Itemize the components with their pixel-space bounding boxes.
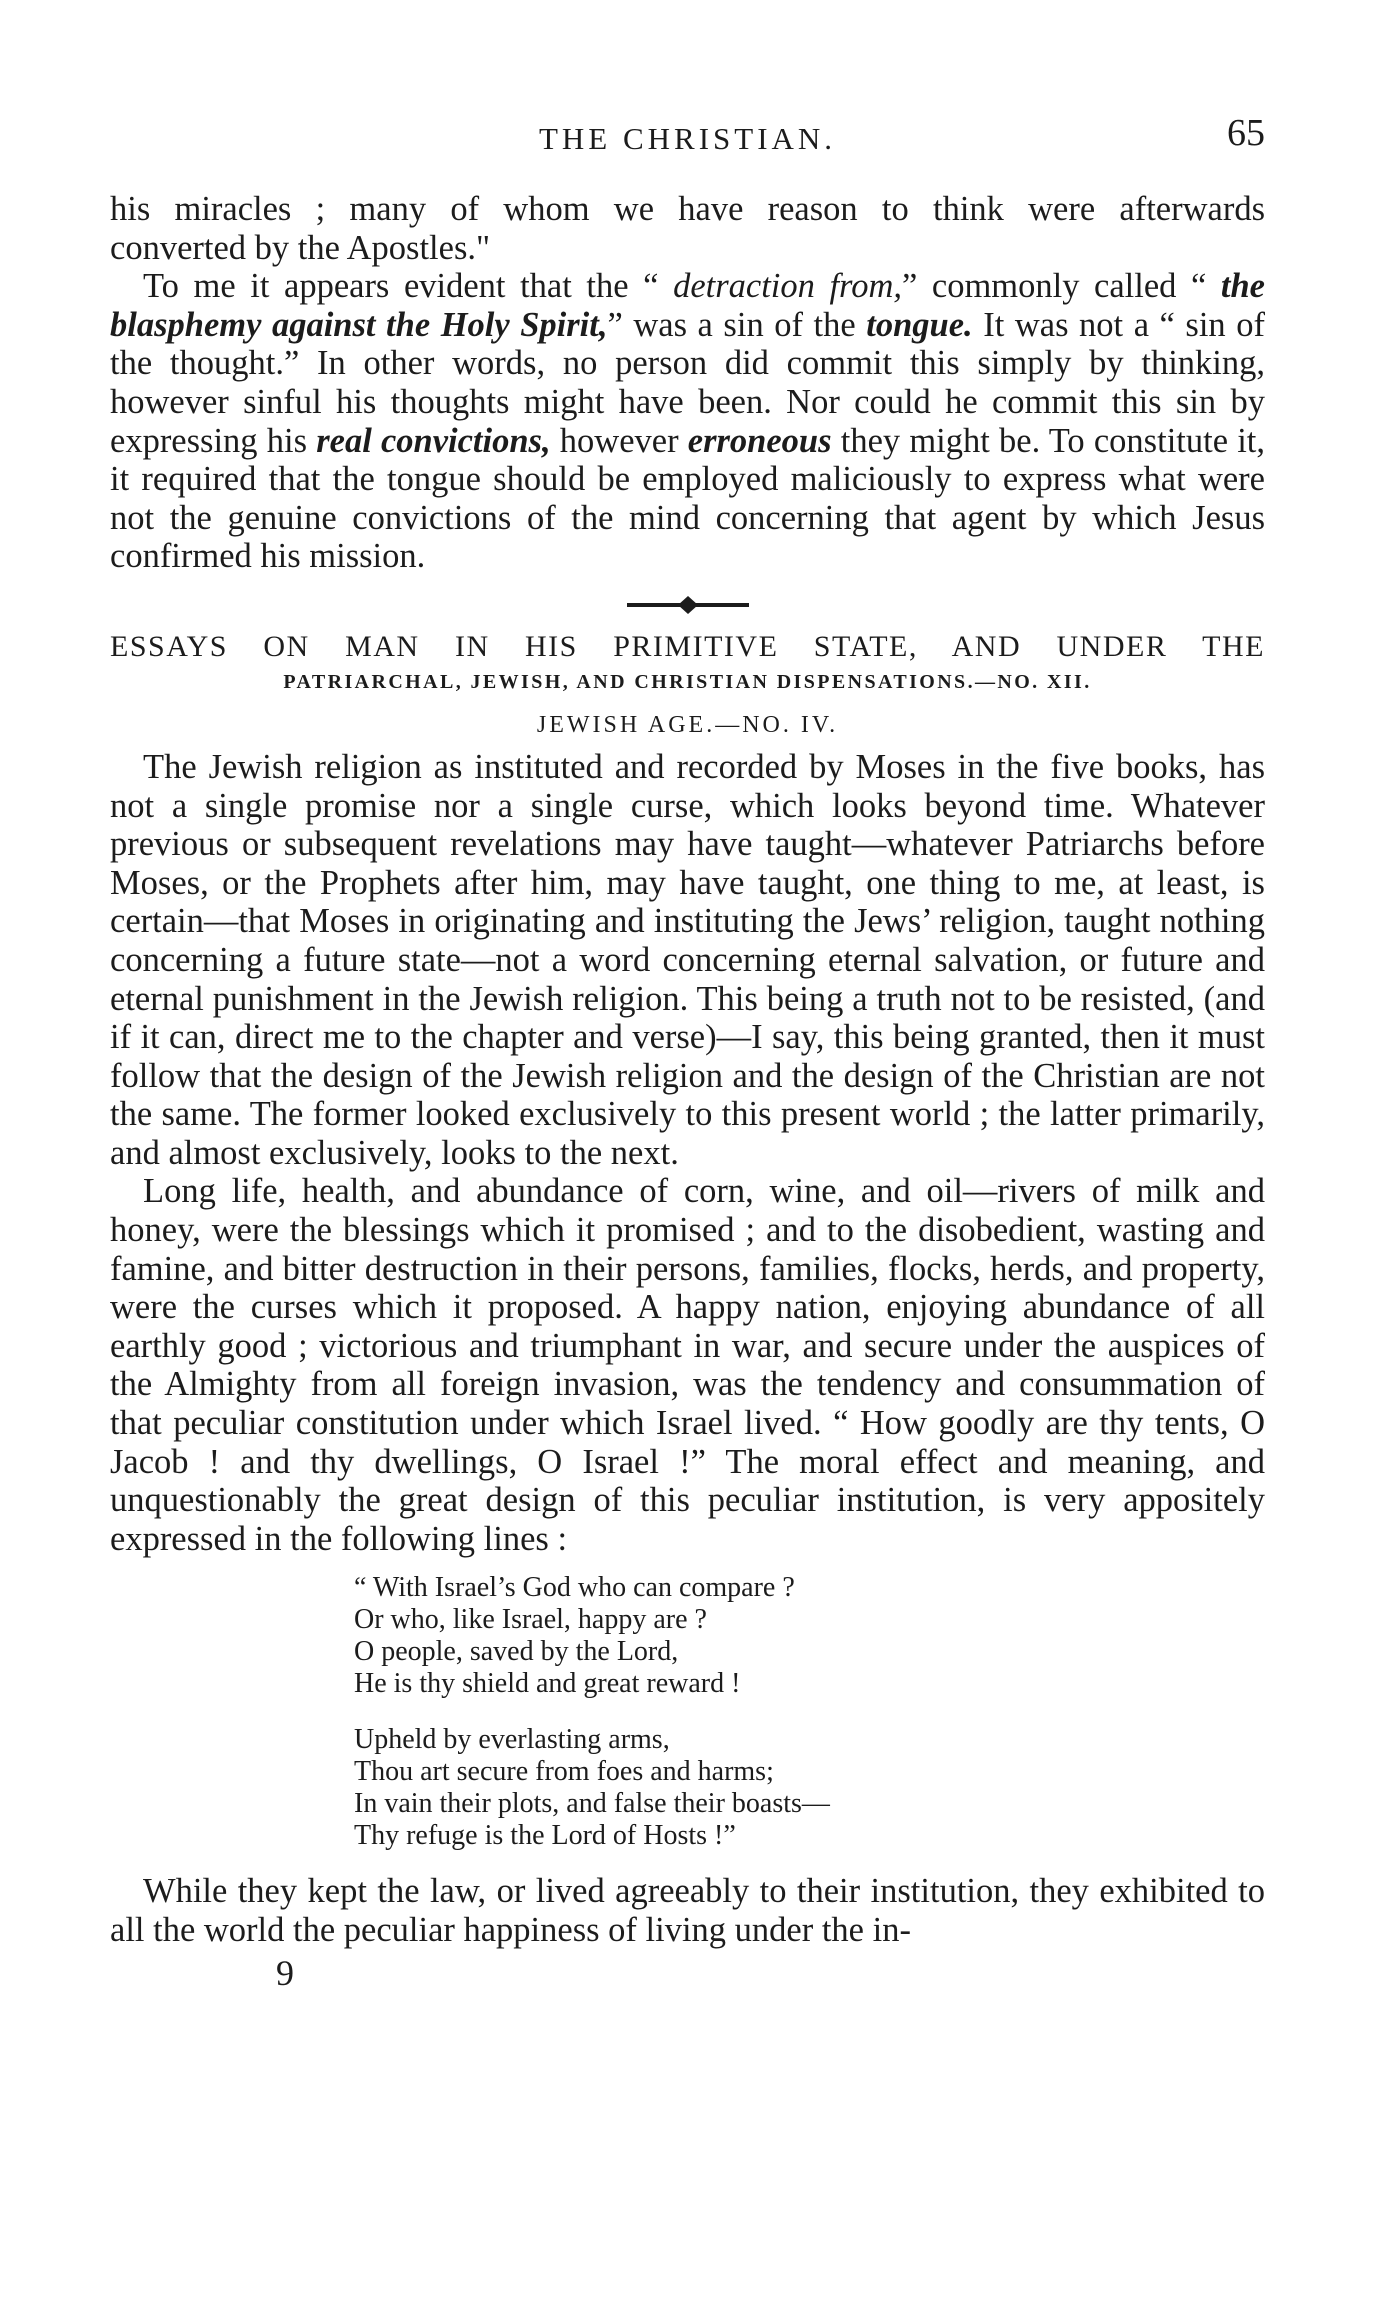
poem-line: “ With Israel’s God who can compare ?	[354, 1572, 795, 1604]
essay-title: ESSAYS ON MAN IN HIS PRIMITIVE STATE, AND UNDER THE	[110, 629, 1265, 663]
poem-line: Upheld by everlasting arms,	[354, 1724, 670, 1756]
poem-stanza	[354, 1724, 1265, 1852]
essay-section-heading: JEWISH AGE.—NO. IV.	[536, 711, 839, 738]
text-run: It was not a “ sin of the thought.” In other words, no person did commit this simply by thinking, however sinful his thoughts might have been. Nor could he commit this sin by expressing his	[110, 305, 1265, 460]
paragraph-law: While they kept the law, or lived agreeably to their institution, they exhibited to all the world the peculiar happiness of living under the in-	[110, 1872, 1265, 1949]
running-head	[110, 112, 1265, 164]
poem-stanza	[354, 1572, 1265, 1700]
text-run: they might be. To constitute it, it required that the tongue should be employed maliciously to express what were not the genuine convictions of the mind concerning that agent by which Jesus confirmed his mission.	[110, 421, 1266, 576]
text-run: To me it appears evident that the “	[143, 267, 674, 306]
text-run: however	[550, 421, 688, 460]
running-title: THE CHRISTIAN.	[538, 121, 837, 156]
paragraph-blessings: Long life, health, and abundance of corn, wine, and oil—rivers of milk and honey, were the blessings which it promised ; and to the disobedient, wasting and famine, and bitter destruction in their persons, families, flocks, herds, and property, were the curses which it proposed. A happy nation, enjoying abundance of all earthly good ; victorious and triumphant in war, and secure under the auspices of the Almighty from all foreign invasion, was the tendency and consummation of that peculiar constitution under which Israel lived. “ How goodly are thy tents, O Jacob ! and thy dwellings, O Israel !” The moral effect and meaning, and unquestionably the great design of this peculiar institution, is very appositely expressed in the following lines :	[110, 1172, 1265, 1558]
poem-line: Thou art secure from foes and harms;	[354, 1756, 774, 1788]
poem-line: O people, saved by the Lord,	[354, 1636, 679, 1668]
poem	[354, 1572, 1265, 1852]
page-number: 65	[1227, 112, 1265, 154]
poem-line: Thy refuge is the Lord of Hosts !”	[354, 1820, 736, 1852]
book-page	[110, 112, 1266, 2280]
poem-line: Or who, like Israel, happy are ?	[354, 1604, 707, 1636]
essay-subtitle: PATRIARCHAL, JEWISH, AND CHRISTIAN DISPENSATIONS.—NO. XII.	[283, 670, 1092, 693]
diamond-rule-icon	[623, 594, 753, 616]
paragraph-continuation	[110, 190, 1265, 267]
paragraph-blasphemy	[110, 267, 1265, 576]
emphasis-text: tongue.	[866, 305, 973, 344]
emphasis-text: erroneous	[687, 421, 832, 460]
text-run: ” was a sin of the	[607, 305, 867, 344]
paragraph-jewish-religion: The Jewish religion as instituted and recorded by Moses in the five books, has not a single promise nor a single curse, which looks beyond time. Whatever previous or subsequent revelations may have taught—whatever Patriarchs before Moses, or the Prophets after him, may have taught, one thing to me, at least, is certain—that Moses in originating and instituting the Jews’ religion, taught nothing concerning a future state—not a word concerning eternal salvation, or future and eternal punishment in the Jewish religion. This being a truth not to be resisted, (and if it can, direct me to the chapter and verse)—I say, this being granted, then it must follow that the design of the Jewish religion and the design of the Christian are not the same. The former looked exclusively to this present world ; the latter primarily, and almost exclusively, looks to the next.	[110, 747, 1265, 1172]
section-divider	[110, 594, 1265, 616]
signature-mark: 9	[276, 1952, 294, 1993]
emphasis-text: detraction from,	[673, 267, 902, 306]
text-line: his miracles ; many of whom we have reason to think were afterwards	[110, 190, 1265, 228]
poem-line: In vain their plots, and false their boasts—	[354, 1788, 830, 1820]
text-line: converted by the Apostles."	[110, 228, 491, 267]
emphasis-text: real convictions,	[316, 421, 551, 460]
emphasis-text: the blasphemy against the Holy Spirit,	[110, 267, 1265, 344]
text-run: ” commonly called “	[901, 267, 1221, 306]
poem-line: He is thy shield and great reward !	[354, 1668, 741, 1700]
